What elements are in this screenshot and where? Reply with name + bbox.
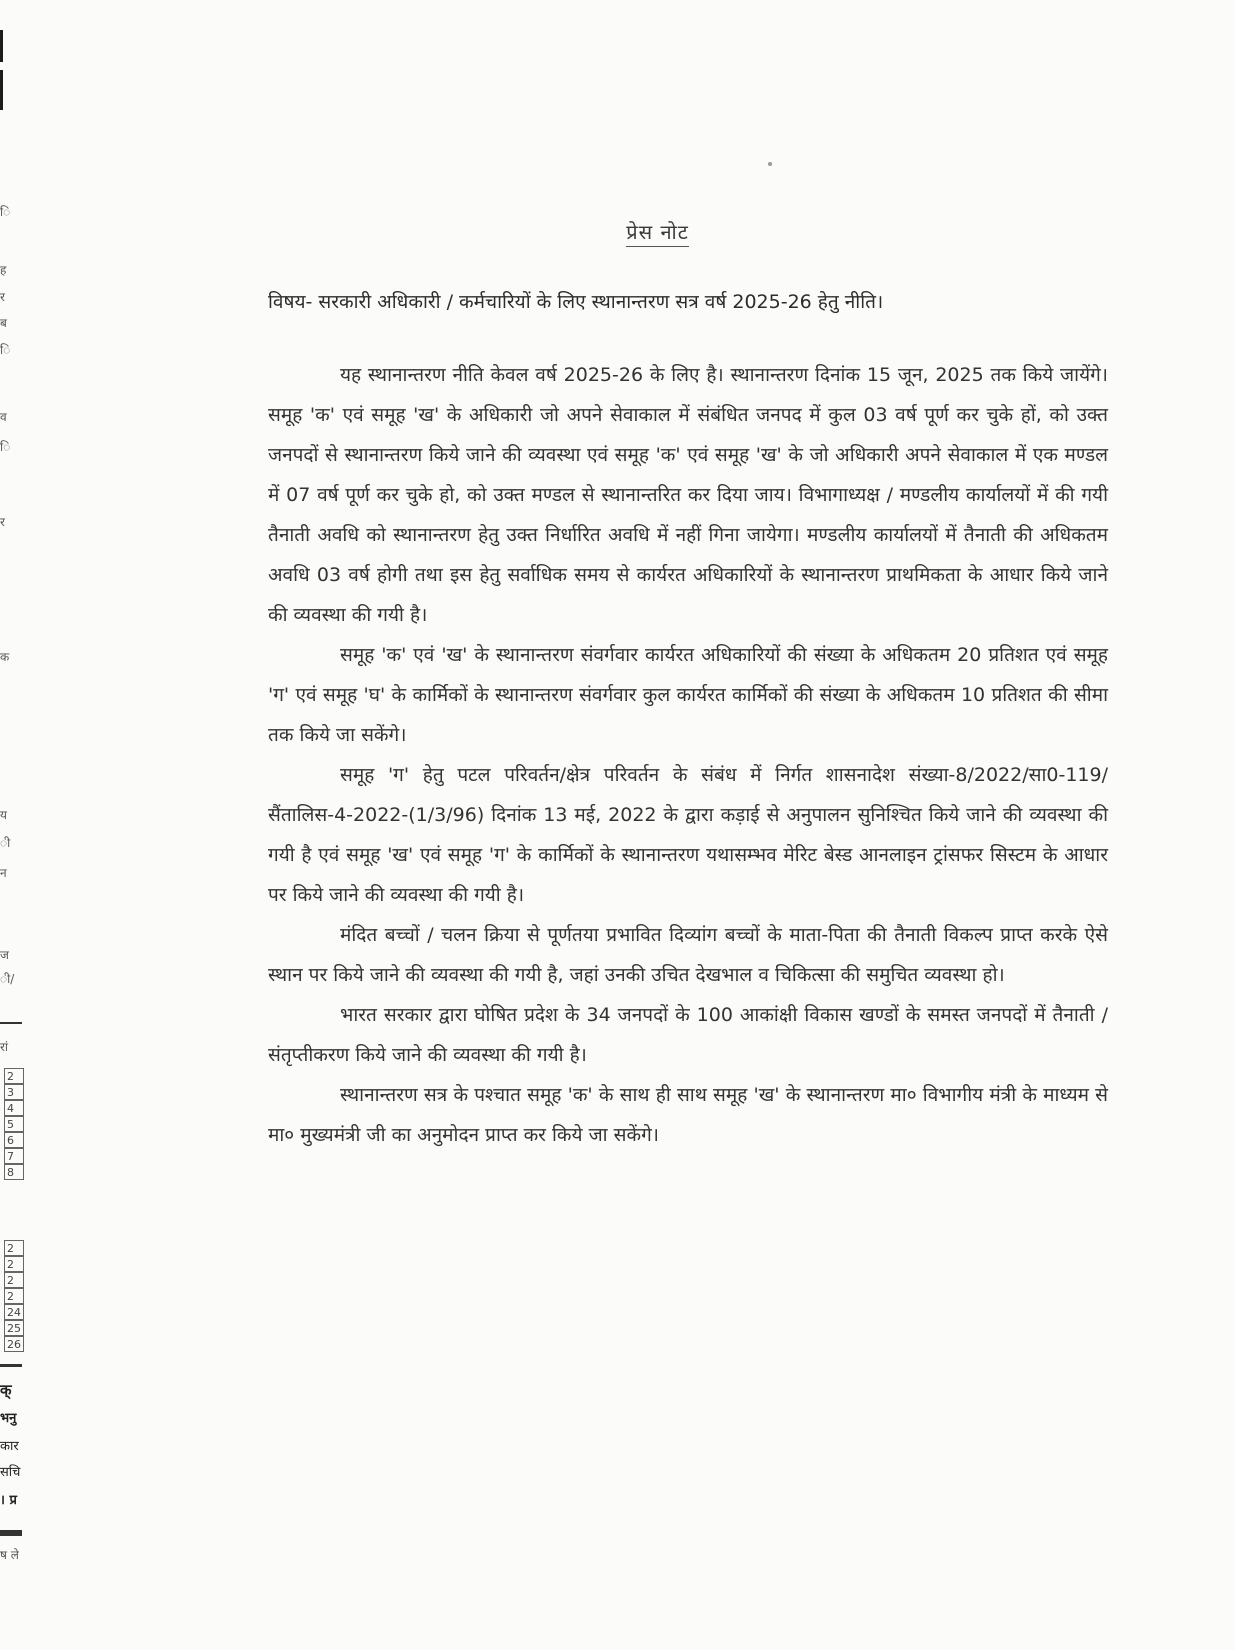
- edge-rule: [0, 1364, 22, 1367]
- edge-glyph: ब: [0, 316, 7, 330]
- edge-glyph: र: [0, 515, 5, 529]
- edge-glyph: र: [0, 290, 5, 304]
- document-body: [268, 355, 1108, 1155]
- document-title: [0, 218, 1235, 245]
- edge-number-box: 4: [4, 1100, 24, 1116]
- edge-glyph: क: [0, 650, 10, 664]
- edge-bold-text: कार: [0, 1439, 19, 1454]
- paragraph: समूह 'ग' हेतु पटल परिवर्तन/क्षेत्र परिवर्तन के संबंध में निर्गत शासनादेश संख्या-8/2022/सा0-119/सैंतालिस-4-2022-(1/3/96) दिनांक 13 मई, 2022 के द्वारा कड़ाई से अनुपालन सुनिश्चित किये जाने की व्यवस्था की गयी है एवं समूह 'ख' एवं समूह 'ग' के कार्मिकों के स्थानान्तरण यथासम्भव मेरिट बेस्ड आनलाइन ट्रांसफर सिस्टम के आधार पर किये जाने की व्यवस्था की गयी है।: [268, 764, 1108, 906]
- edge-glyph: ि: [0, 343, 11, 357]
- edge-glyph: व: [0, 410, 7, 424]
- scan-speck: [768, 162, 772, 166]
- edge-number-box: 2: [4, 1068, 24, 1084]
- edge-bold-text: सचि: [0, 1465, 21, 1480]
- edge-number-box: 2: [4, 1288, 24, 1304]
- paragraph: मंदित बच्चों / चलन क्रिया से पूर्णतया प्रभावित दिव्यांग बच्चों के माता-पिता की तैनाती विकल्प प्राप्त करके ऐसे स्थान पर किये जाने की व्यवस्था की गयी है, जहां उनकी उचित देखभाल व चिकित्सा की समुचित व्यवस्था हो।: [268, 924, 1108, 986]
- document-subject: विषय- सरकारी अधिकारी / कर्मचारियों के लिए स्थानान्तरण सत्र वर्ष 2025-26 हेतु नीति।: [268, 291, 884, 313]
- edge-mark: [0, 30, 3, 62]
- paragraph: यह स्थानान्तरण नीति केवल वर्ष 2025-26 के लिए है। स्थानान्तरण दिनांक 15 जून, 2025 तक किये जायेंगे। समूह 'क' एवं समूह 'ख' के अधिकारी जो अपने सेवाकाल में संबंधित जनपद में कुल 03 वर्ष पूर्ण कर चुके हों, को उक्त जनपदों से स्थानान्तरण किये जाने की व्यवस्था एवं समूह 'क' एवं समूह 'ख' के जो अधिकारी अपने सेवाकाल में एक मण्डल में 07 वर्ष पूर्ण कर चुके हो, को उक्त मण्डल से स्थानान्तरित कर दिया जाय। विभागाध्यक्ष / मण्डलीय कार्यालयों में की गयी तैनाती अवधि को स्थानान्तरण हेतु उक्त निर्धारित अवधि में नहीं गिना जायेगा। मण्डलीय कार्यालयों में तैनाती की अधिकतम अवधि 03 वर्ष होगी तथा इस हेतु सर्वाधिक समय से कार्यरत अधिकारियों के स्थानान्तरण प्राथमिकता के आधार किये जाने की व्यवस्था की गयी है।: [268, 364, 1108, 626]
- edge-glyph: ज: [0, 948, 9, 962]
- document-title-text: प्रेस नोट: [626, 220, 689, 247]
- edge-glyph: ह: [0, 263, 7, 277]
- edge-glyph: ी/: [0, 972, 15, 986]
- edge-number-box: 8: [4, 1164, 24, 1180]
- edge-bold-text: भनु: [0, 1411, 17, 1426]
- edge-number-box: 3: [4, 1084, 24, 1100]
- edge-number-box: 2: [4, 1272, 24, 1288]
- edge-number-box: 25: [4, 1320, 24, 1336]
- edge-number-box: 2: [4, 1256, 24, 1272]
- edge-bold-text: क्: [0, 1381, 12, 1399]
- edge-number-box: 26: [4, 1336, 24, 1352]
- paragraph: स्थानान्तरण सत्र के पश्चात समूह 'क' के साथ ही साथ समूह 'ख' के स्थानान्तरण मा० विभागीय मंत्री के माध्यम से मा० मुख्यमंत्री जी का अनुमोदन प्राप्त कर किये जा सकेंगे।: [268, 1084, 1108, 1146]
- edge-glyph: न: [0, 866, 7, 880]
- edge-rule: [0, 1022, 22, 1024]
- edge-glyph: ि: [0, 205, 11, 219]
- edge-glyph: ष ले: [0, 1548, 19, 1562]
- edge-mark: [0, 70, 3, 110]
- paragraph: भारत सरकार द्वारा घोषित प्रदेश के 34 जनपदों के 100 आकांक्षी विकास खण्डों के समस्त जनपदों में तैनाती / संतृप्तीकरण किये जाने की व्यवस्था की गयी है।: [268, 1004, 1108, 1066]
- edge-number-box: 5: [4, 1116, 24, 1132]
- edge-glyph: य: [0, 808, 7, 822]
- edge-glyph: रां: [0, 1040, 9, 1054]
- edge-number-box: 2: [4, 1240, 24, 1256]
- paragraph: समूह 'क' एवं 'ख' के स्थानान्तरण संवर्गवार कार्यरत अधिकारियों की संख्या के अधिकतम 20 प्रतिशत एवं समूह 'ग' एवं समूह 'घ' के कार्मिकों के स्थानान्तरण संवर्गवार कुल कार्यरत कार्मिकों की संख्या के अधिकतम 10 प्रतिशत की सीमा तक किये जा सकेंगे।: [268, 644, 1108, 746]
- edge-number-box: 6: [4, 1132, 24, 1148]
- edge-bold-text: । प्र: [0, 1493, 17, 1508]
- edge-glyph: ी: [0, 836, 11, 850]
- edge-number-box: 7: [4, 1148, 24, 1164]
- edge-rule: [0, 1530, 22, 1536]
- edge-number-box: 24: [4, 1304, 24, 1320]
- edge-glyph: ि: [0, 440, 11, 454]
- adjacent-page-edge: [0, 0, 34, 1650]
